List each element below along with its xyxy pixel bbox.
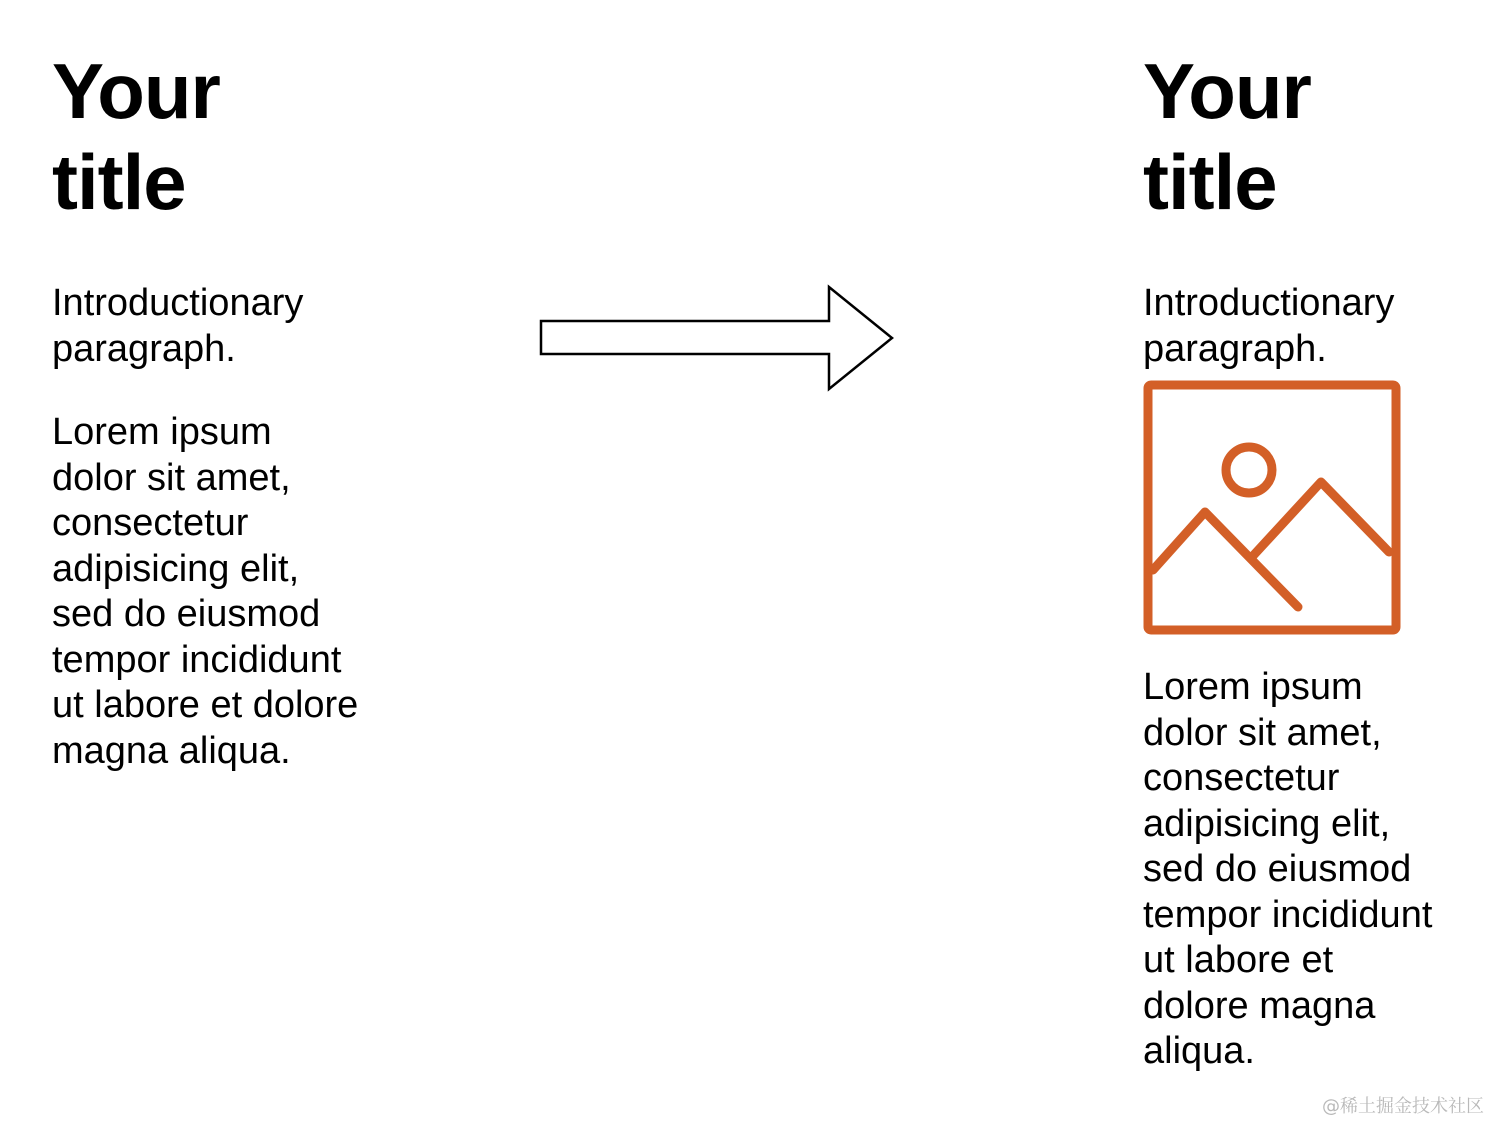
body-line: dolor sit amet, bbox=[52, 456, 291, 499]
intro-paragraph bbox=[1143, 280, 1394, 372]
intro-paragraph bbox=[52, 280, 303, 372]
right-arrow-icon bbox=[538, 284, 896, 392]
body-line: Lorem ipsum bbox=[1143, 666, 1363, 708]
body-paragraph bbox=[52, 410, 358, 774]
title-line: Your bbox=[52, 47, 220, 135]
arrow-shape bbox=[541, 287, 892, 389]
image-mountain-right bbox=[1251, 482, 1389, 558]
intro-line: paragraph. bbox=[52, 328, 236, 370]
intro-line: Introductionary bbox=[1143, 282, 1395, 324]
body-line: magna aliqua. bbox=[52, 729, 291, 772]
body-line: sed do eiusmod bbox=[52, 593, 321, 635]
body-line: ut labore et bbox=[1143, 939, 1334, 981]
image-frame bbox=[1148, 385, 1396, 630]
intro-line: Introductionary bbox=[52, 282, 304, 324]
body-line: aliqua. bbox=[1143, 1030, 1255, 1072]
body-line: tempor incididunt bbox=[52, 638, 342, 681]
watermark: @稀土掘金技术社区 bbox=[1322, 1096, 1484, 1117]
body-line: Lorem ipsum bbox=[52, 411, 272, 453]
image-sun bbox=[1226, 447, 1272, 493]
body-line: dolor sit amet, bbox=[1143, 711, 1382, 754]
body-paragraph bbox=[1143, 665, 1432, 1075]
title-line: title bbox=[1143, 138, 1277, 226]
page-title bbox=[1143, 46, 1311, 228]
body-line: sed do eiusmod bbox=[1143, 848, 1412, 890]
body-line: adipisicing elit, bbox=[1143, 802, 1391, 845]
image-placeholder-icon bbox=[1143, 378, 1401, 636]
page-title bbox=[52, 46, 220, 228]
title-line: title bbox=[52, 138, 186, 226]
body-line: adipisicing elit, bbox=[52, 547, 300, 590]
intro-line: paragraph. bbox=[1143, 328, 1327, 370]
body-line: ut labore et dolore bbox=[52, 684, 359, 726]
body-line: tempor incididunt bbox=[1143, 893, 1433, 936]
body-line: dolore magna bbox=[1143, 984, 1376, 1027]
body-line: consectetur bbox=[52, 502, 249, 544]
title-line: Your bbox=[1143, 47, 1311, 135]
body-line: consectetur bbox=[1143, 757, 1340, 799]
